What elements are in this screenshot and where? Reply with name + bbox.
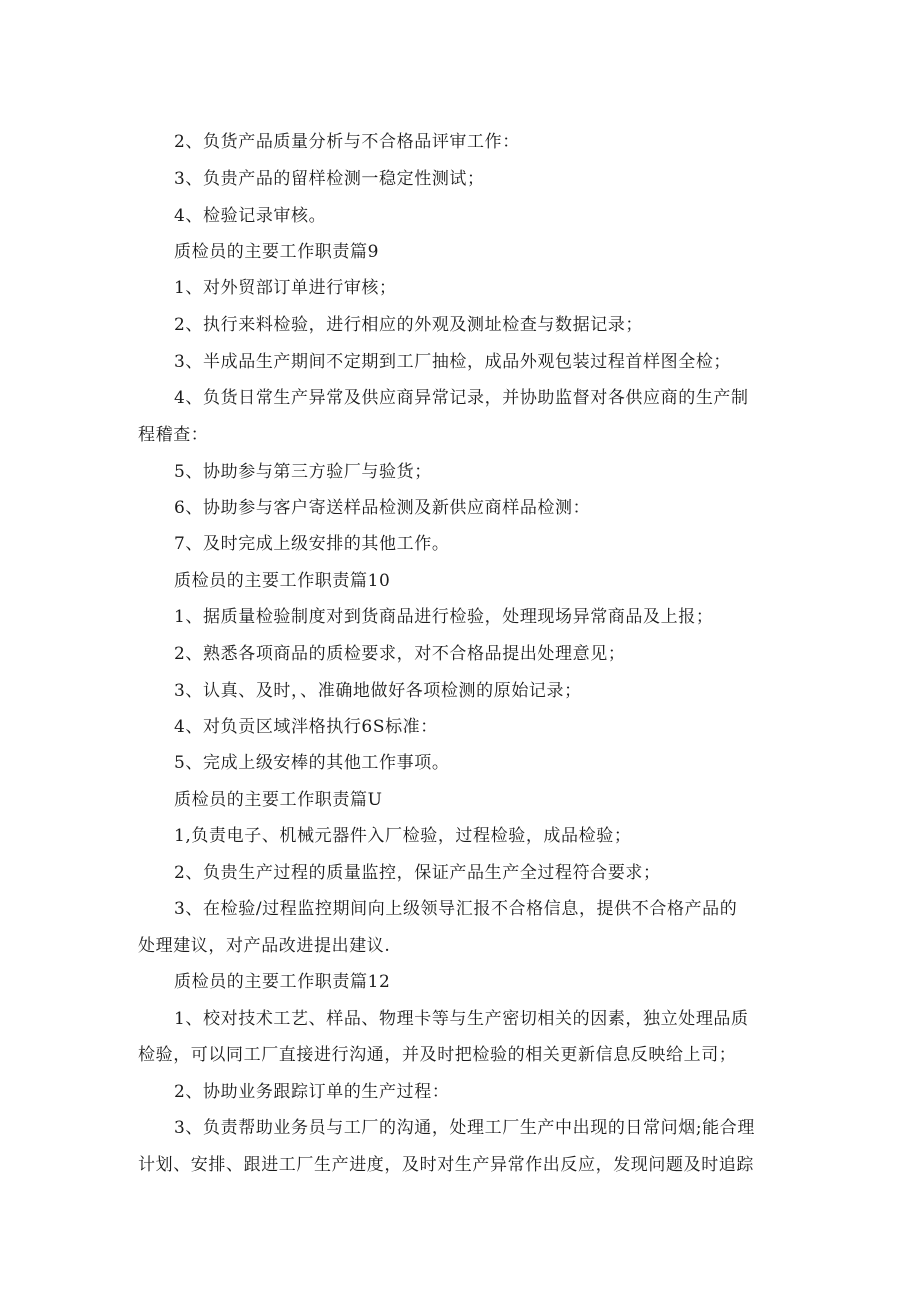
list-item: 4、负货日常生产异常及供应商异常记录，并协助监督对各供应商的生产制: [174, 388, 749, 408]
list-item: 3、认真、及时，、准确地做好各项检测的原始记录；: [174, 681, 582, 701]
list-item: 1,负责电子、机械元器件入厂检验，过程检验，成品检验；: [174, 826, 632, 846]
list-item: 1、据质量检验制度对到货商品进行检验，处理现场异常商品及上报；: [174, 607, 714, 627]
list-item: 2、协助业务跟踪订单的生产过程：: [174, 1082, 450, 1102]
list-item: 1、对外贸部订单进行审核；: [174, 278, 397, 298]
list-item: 4、对负贡区域泮格执行6S标准：: [174, 717, 438, 737]
list-item: 3、负责帮助业务员与工厂的沟通，处理工厂生产中出现的日常问烟;能合理: [174, 1118, 755, 1138]
list-item-continuation: 程稽查：: [138, 425, 209, 445]
section-heading: 质检员的主要工作职责篇U: [174, 790, 383, 810]
list-item: 7、及时完成上级安排的其他工作。: [174, 534, 450, 554]
section-heading: 质检员的主要工作职责篇9: [174, 242, 380, 262]
list-item-continuation: 计划、安排、跟进工厂生产进度，及时对生产异常作出反应，发现问题及时追踪: [138, 1155, 754, 1175]
list-item-continuation: 检验，可以同工厂直接进行沟通，并及时把检验的相关更新信息反映给上司；: [138, 1045, 737, 1065]
list-item: 3、半成品生产期间不定期到工厂抽检，成品外观包装过程首样图全检；: [174, 352, 732, 372]
list-item: 6、协助参与客户寄送样品检测及新供应商样品检测：: [174, 498, 591, 518]
list-item: 2、熟悉各项商品的质检要求，对不合格品提出处理意见；: [174, 644, 626, 664]
list-item-continuation: 处理建议，对产品改进提出建议.: [138, 936, 391, 956]
list-item: 2、执行来料检验，进行相应的外观及测址检查与数据记录；: [174, 315, 644, 335]
list-item: 2、负贵生产过程的质量监控，保证产品生产全过程符合要求；: [174, 863, 661, 883]
list-item: 2、负货产品质量分析与不合格品评审工作：: [174, 132, 520, 152]
list-item: 3、负贵产品的留样检测一稳定性测试；: [174, 169, 485, 189]
list-item: 1、校对技术工艺、样品、物理卡等与生产密切相关的因素，独立处理品质: [174, 1009, 749, 1029]
list-item: 3、在检验/过程监控期间向上级领导汇报不合格信息，提供不合格产品的: [174, 899, 738, 919]
list-item: 4、检验记录审核。: [174, 206, 327, 226]
list-item: 5、完成上级安棒的其他工作事项。: [174, 753, 450, 773]
section-heading: 质检员的主要工作职责篇10: [174, 571, 391, 591]
section-heading: 质检员的主要工作职责篇12: [174, 972, 391, 992]
list-item: 5、协助参与第三方验厂与验货；: [174, 462, 432, 482]
